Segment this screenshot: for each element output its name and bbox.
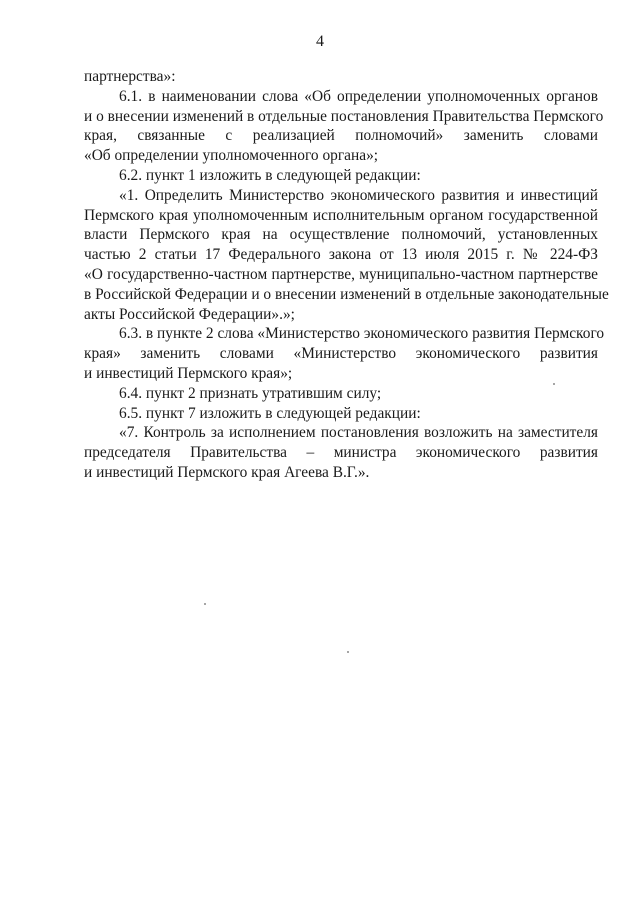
scan-speck bbox=[204, 603, 206, 605]
text-line: 6.4. пункт 2 признать утратившим силу; bbox=[119, 384, 382, 402]
text-line: акты Российской Федерации».»; bbox=[84, 305, 295, 323]
text-line: и инвестиций Пермского края»; bbox=[84, 364, 293, 382]
text-line: 6.3. в пункте 2 слова «Министерство экономического развития Пермского bbox=[119, 325, 605, 343]
text-line: «7. Контроль за исполнением постановления возложить на заместителя bbox=[119, 424, 598, 442]
text-line: «О государственно-частном партнерстве, муниципально-частном партнерстве bbox=[84, 265, 598, 283]
text-line: 6.5. пункт 7 изложить в следующей редакции: bbox=[119, 404, 421, 422]
text-line: и инвестиций Пермского края Агеева В.Г.». bbox=[84, 463, 370, 481]
text-line: власти Пермского края на осуществление полномочий, установленных bbox=[84, 226, 598, 244]
text-line: партнерства»: bbox=[84, 68, 176, 85]
document-body bbox=[84, 67, 609, 483]
text-line: и о внесении изменений в отдельные постановления Правительства Пермского bbox=[84, 107, 604, 125]
text-line: в Российской Федерации и о внесении изменений в отдельные законодательные bbox=[84, 285, 609, 303]
scan-speck bbox=[553, 383, 555, 385]
text-line: Пермского края уполномоченным исполнительным органом государственной bbox=[84, 206, 598, 224]
text-line: 6.1. в наименовании слова «Об определении уполномоченных органов bbox=[119, 87, 598, 105]
text-line: частью 2 статьи 17 Федерального закона от 13 июля 2015 г. № 224-ФЗ bbox=[84, 246, 598, 264]
text-line: «1. Определить Министерство экономического развития и инвестиций bbox=[119, 186, 598, 204]
page-number: 4 bbox=[316, 33, 324, 50]
text-line: председателя Правительства – министра экономического развития bbox=[84, 444, 598, 462]
text-line: края» заменить словами «Министерство экономического развития bbox=[84, 345, 598, 363]
scan-speck bbox=[347, 651, 349, 653]
text-line: 6.2. пункт 1 изложить в следующей редакции: bbox=[119, 166, 421, 184]
text-line: «Об определении уполномоченного органа»; bbox=[84, 147, 379, 165]
text-line: края, связанные с реализацией полномочий» заменить словами bbox=[84, 127, 598, 145]
